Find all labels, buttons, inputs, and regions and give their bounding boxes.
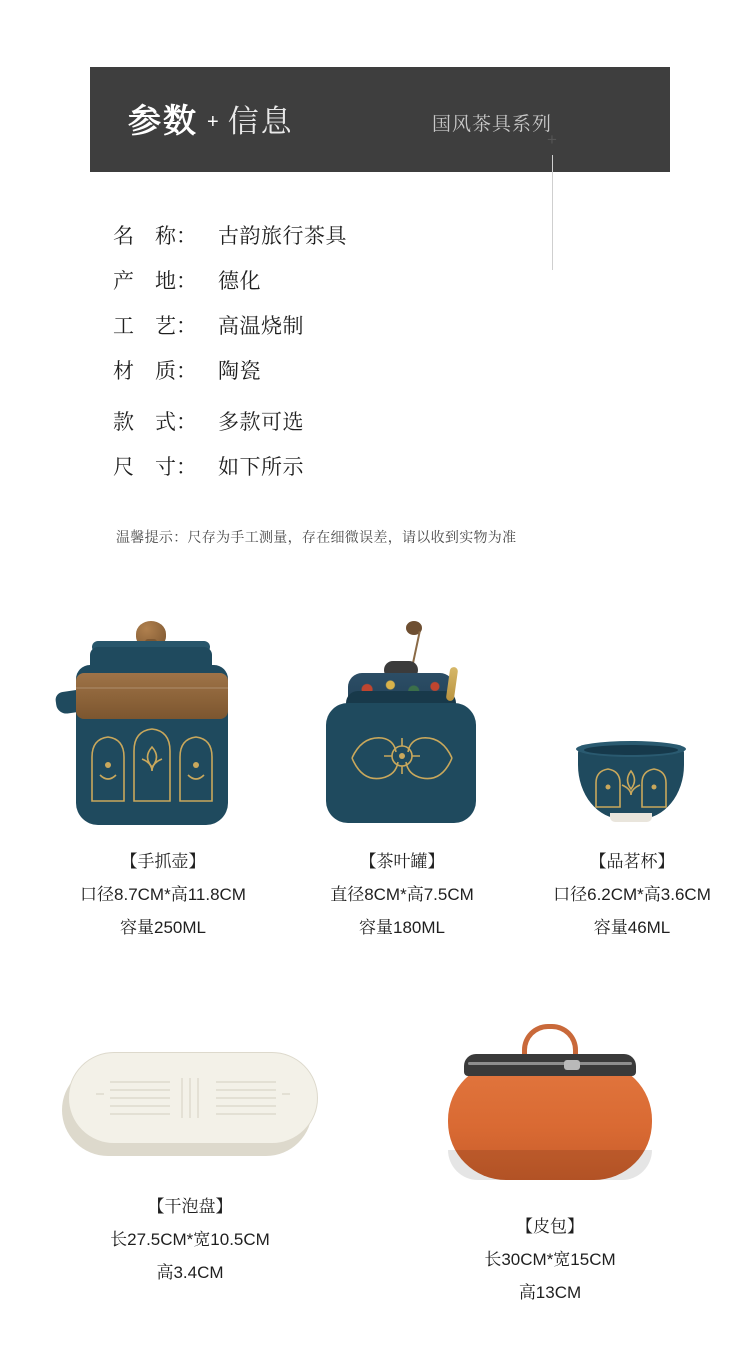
caddy-tassel (446, 667, 459, 702)
spec-label: 名 称： (113, 225, 197, 248)
product-name: 【干泡盘】 (147, 1197, 233, 1216)
tray-drain-pattern (86, 1068, 300, 1128)
product-row-top (0, 595, 750, 995)
banner-title-sub: 信息 (227, 104, 294, 139)
spec-label: 产 地： (113, 270, 197, 293)
dry-tray-illustration (50, 1010, 330, 1190)
cup-inner-shadow (584, 745, 678, 755)
spec-value: 古韵旅行茶具 (218, 225, 347, 248)
product-item-leather-bag (400, 1010, 700, 1309)
parameter-banner (90, 67, 670, 172)
spec-row (113, 355, 673, 400)
product-dimension-line1: 长30CM*宽15CM (484, 1250, 616, 1269)
spec-label: 工 艺： (113, 315, 197, 338)
banner-title-main: 参数 (128, 102, 198, 139)
product-dimension-line2: 高13CM (518, 1283, 582, 1302)
product-dimension-line2: 高3.4CM (156, 1263, 224, 1282)
caddy-gold-pattern (346, 723, 458, 793)
product-item-tea-caddy (302, 595, 502, 944)
product-item-tea-cup (542, 595, 722, 944)
product-dimension-line1: 口径8.7CM*高11.8CM (80, 885, 246, 904)
spec-row (113, 265, 673, 310)
product-name: 【手抓壶】 (120, 852, 206, 871)
product-dimension-line2: 容量180ML (359, 918, 445, 937)
spec-label: 尺 寸： (113, 456, 197, 479)
spec-value: 高温烧制 (218, 315, 304, 338)
bag-zipper (468, 1062, 632, 1065)
spec-value: 德化 (218, 270, 261, 293)
spec-row (113, 220, 673, 265)
product-dimension-line1: 直径8CM*高7.5CM (330, 885, 474, 904)
spec-row (113, 310, 673, 355)
product-item-dry-tray (40, 1010, 340, 1289)
product-item-teapot (48, 595, 278, 944)
cup-foot (610, 813, 652, 822)
teapot-illustration (48, 595, 278, 845)
spec-row (113, 406, 673, 451)
cup-gold-pattern (592, 763, 670, 809)
product-dimension-line1: 口径6.2CM*高3.6CM (553, 885, 711, 904)
warm-tip-note: 温馨提示：尺存为手工测量，存在细微误差，请以收到实物为准 (116, 529, 517, 545)
bag-zipper-pull (564, 1060, 580, 1070)
tea-cup-illustration (562, 595, 702, 845)
banner-title-plus: + (207, 111, 219, 133)
leather-bag-illustration (430, 1010, 670, 1210)
product-dimension-line2: 容量46ML (593, 918, 671, 937)
teapot-gold-pattern (88, 727, 216, 805)
product-row-bottom (0, 1010, 750, 1370)
bag-top-trim (464, 1054, 636, 1076)
spec-list (113, 220, 673, 496)
spec-value: 多款可选 (218, 411, 304, 434)
bag-handle (522, 1024, 578, 1058)
banner-corner-plus-icon: + (547, 130, 557, 149)
bag-bottom-shadow (448, 1150, 652, 1180)
product-dimension-line2: 容量250ML (120, 918, 206, 937)
spec-label: 材 质： (113, 360, 197, 383)
tea-caddy-illustration (302, 595, 502, 845)
product-name: 【皮包】 (516, 1217, 584, 1236)
spec-value: 如下所示 (218, 456, 304, 479)
spec-label: 款 式： (113, 411, 197, 434)
banner-series-label: 国风茶具系列 (431, 114, 552, 135)
product-dimension-line1: 长27.5CM*宽10.5CM (110, 1230, 270, 1249)
spec-value: 陶瓷 (218, 360, 261, 383)
teapot-wood-band (76, 673, 228, 719)
banner-title (128, 95, 294, 142)
product-name: 【茶叶罐】 (359, 852, 445, 871)
product-name: 【品茗杯】 (589, 852, 675, 871)
spec-row (113, 451, 673, 496)
